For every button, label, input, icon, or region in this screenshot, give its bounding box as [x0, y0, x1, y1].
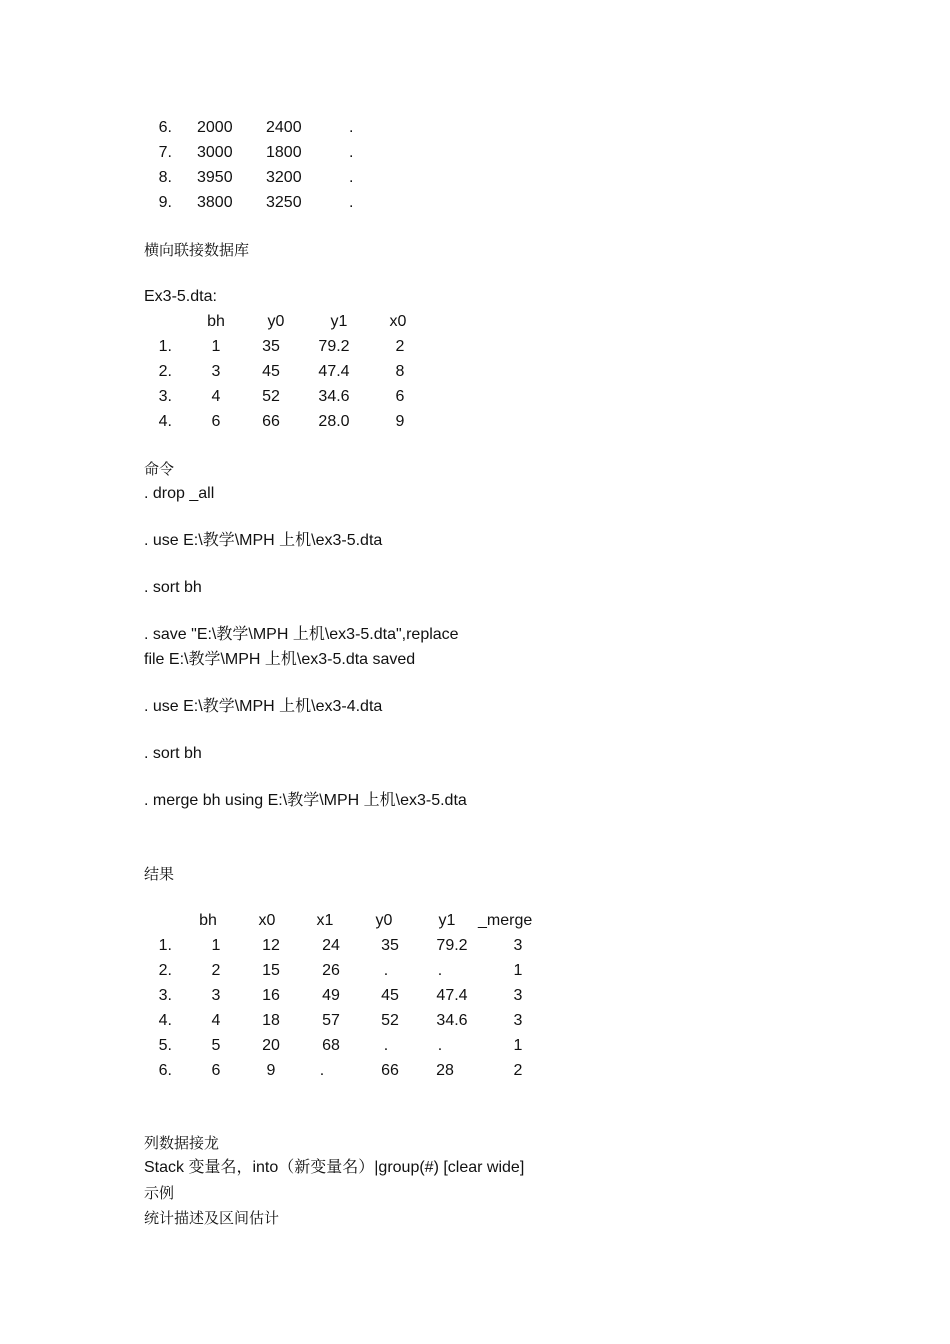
table-cell: 3 — [211, 987, 221, 1004]
table-cell: 1800 — [266, 144, 302, 161]
table-cell: 3250 — [266, 194, 302, 211]
table-cell: 20 — [262, 1037, 280, 1054]
commands-label: 命令 — [144, 460, 175, 478]
table-cell: 3800 — [197, 194, 233, 211]
table-cell: . — [437, 1037, 443, 1054]
table-cell: 79.2 — [436, 937, 468, 954]
column-header: y0 — [375, 912, 393, 929]
column-header: x0 — [389, 313, 407, 330]
table-cell: 3 — [513, 1012, 523, 1029]
table-cell: 35 — [381, 937, 399, 954]
table-cell: 2 — [513, 1062, 523, 1079]
table-cell: 52 — [262, 388, 280, 405]
table-cell: 1 — [211, 338, 221, 355]
row-number: 4. — [158, 413, 172, 430]
column-header: x1 — [316, 912, 334, 929]
table-cell: . — [319, 1062, 325, 1079]
row-number: 5. — [158, 1037, 172, 1054]
table-cell: 9 — [395, 413, 405, 430]
table-cell: . — [349, 144, 354, 161]
table-cell: 5 — [211, 1037, 221, 1054]
table-cell: 3000 — [197, 144, 233, 161]
table-cell: 45 — [262, 363, 280, 380]
row-number: 8. — [158, 169, 172, 186]
command-line: . save "E:\教学\MPH 上机\ex3-5.dta",replace — [144, 626, 459, 643]
table-cell: 4 — [211, 388, 221, 405]
table-cell: 12 — [262, 937, 280, 954]
table-cell: 4 — [211, 1012, 221, 1029]
section-heading-stack: 列数据接龙 — [144, 1134, 220, 1152]
row-number: 4. — [158, 1012, 172, 1029]
stack-syntax: Stack 变量名，into（新变量名）|group(#) [clear wide] — [144, 1159, 525, 1176]
example-label: 示例 — [144, 1184, 175, 1202]
row-number: 6. — [158, 119, 172, 136]
section-heading-stats: 统计描述及区间估计 — [144, 1209, 280, 1227]
table-cell: 3 — [513, 987, 523, 1004]
table-cell: 28.0 — [318, 413, 350, 430]
table-cell: 28 — [436, 1062, 454, 1079]
table-cell: 3 — [211, 363, 221, 380]
row-number: 2. — [158, 962, 172, 979]
table-cell: 2 — [395, 338, 405, 355]
command-line: . use E:\教学\MPH 上机\ex3-4.dta — [144, 698, 383, 715]
table-cell: 2000 — [197, 119, 233, 136]
row-number: 6. — [158, 1062, 172, 1079]
table-cell: 57 — [322, 1012, 340, 1029]
table-cell: 1 — [513, 962, 523, 979]
command-line: . sort bh — [144, 579, 202, 596]
command-line: . use E:\教学\MPH 上机\ex3-5.dta — [144, 532, 383, 549]
row-number: 1. — [158, 338, 172, 355]
table-cell: 66 — [381, 1062, 399, 1079]
row-number: 3. — [158, 987, 172, 1004]
table-cell: 18 — [262, 1012, 280, 1029]
table-cell: 1 — [211, 937, 221, 954]
table-cell: 52 — [381, 1012, 399, 1029]
table-cell: 68 — [322, 1037, 340, 1054]
row-number: 9. — [158, 194, 172, 211]
table-cell: 66 — [262, 413, 280, 430]
table-cell: 34.6 — [318, 388, 350, 405]
table-cell: 3950 — [197, 169, 233, 186]
table-cell: 16 — [262, 987, 280, 1004]
column-header: y1 — [330, 313, 348, 330]
table-cell: 79.2 — [318, 338, 350, 355]
table-cell: 6 — [211, 413, 221, 430]
table-cell: . — [437, 962, 443, 979]
table-cell: 2400 — [266, 119, 302, 136]
command-line: . sort bh — [144, 745, 202, 762]
table-cell: 24 — [322, 937, 340, 954]
table-cell: 15 — [262, 962, 280, 979]
row-number: 2. — [158, 363, 172, 380]
table-cell: 2 — [211, 962, 221, 979]
table-cell: 45 — [381, 987, 399, 1004]
table-cell: 8 — [395, 363, 405, 380]
table-cell: 35 — [262, 338, 280, 355]
column-header: y1 — [438, 912, 456, 929]
column-header: bh — [199, 912, 217, 929]
table-cell: 34.6 — [436, 1012, 468, 1029]
table-cell: 49 — [322, 987, 340, 1004]
column-header: bh — [207, 313, 225, 330]
table-cell: 6 — [211, 1062, 221, 1079]
table-cell: 9 — [266, 1062, 276, 1079]
column-header: x0 — [258, 912, 276, 929]
table-cell: . — [349, 169, 354, 186]
command-line: . merge bh using E:\教学\MPH 上机\ex3-5.dta — [144, 792, 467, 809]
command-line: . drop _all — [144, 485, 215, 502]
row-number: 1. — [158, 937, 172, 954]
result-label: 结果 — [144, 865, 175, 883]
column-header: _merge — [478, 912, 533, 929]
table-cell: 3200 — [266, 169, 302, 186]
command-output: file E:\教学\MPH 上机\ex3-5.dta saved — [144, 651, 416, 668]
section-heading-merge: 横向联接数据库 — [144, 241, 250, 259]
row-number: 3. — [158, 388, 172, 405]
table-cell: . — [349, 194, 354, 211]
table-cell: 3 — [513, 937, 523, 954]
table-cell: 1 — [513, 1037, 523, 1054]
table-cell: . — [383, 962, 389, 979]
table-cell: . — [383, 1037, 389, 1054]
row-number: 7. — [158, 144, 172, 161]
column-header: y0 — [267, 313, 285, 330]
table-caption: Ex3-5.dta: — [144, 288, 217, 305]
table-cell: 47.4 — [318, 363, 350, 380]
table-cell: 47.4 — [436, 987, 468, 1004]
table-cell: . — [349, 119, 354, 136]
table-cell: 26 — [322, 962, 340, 979]
table-cell: 6 — [395, 388, 405, 405]
